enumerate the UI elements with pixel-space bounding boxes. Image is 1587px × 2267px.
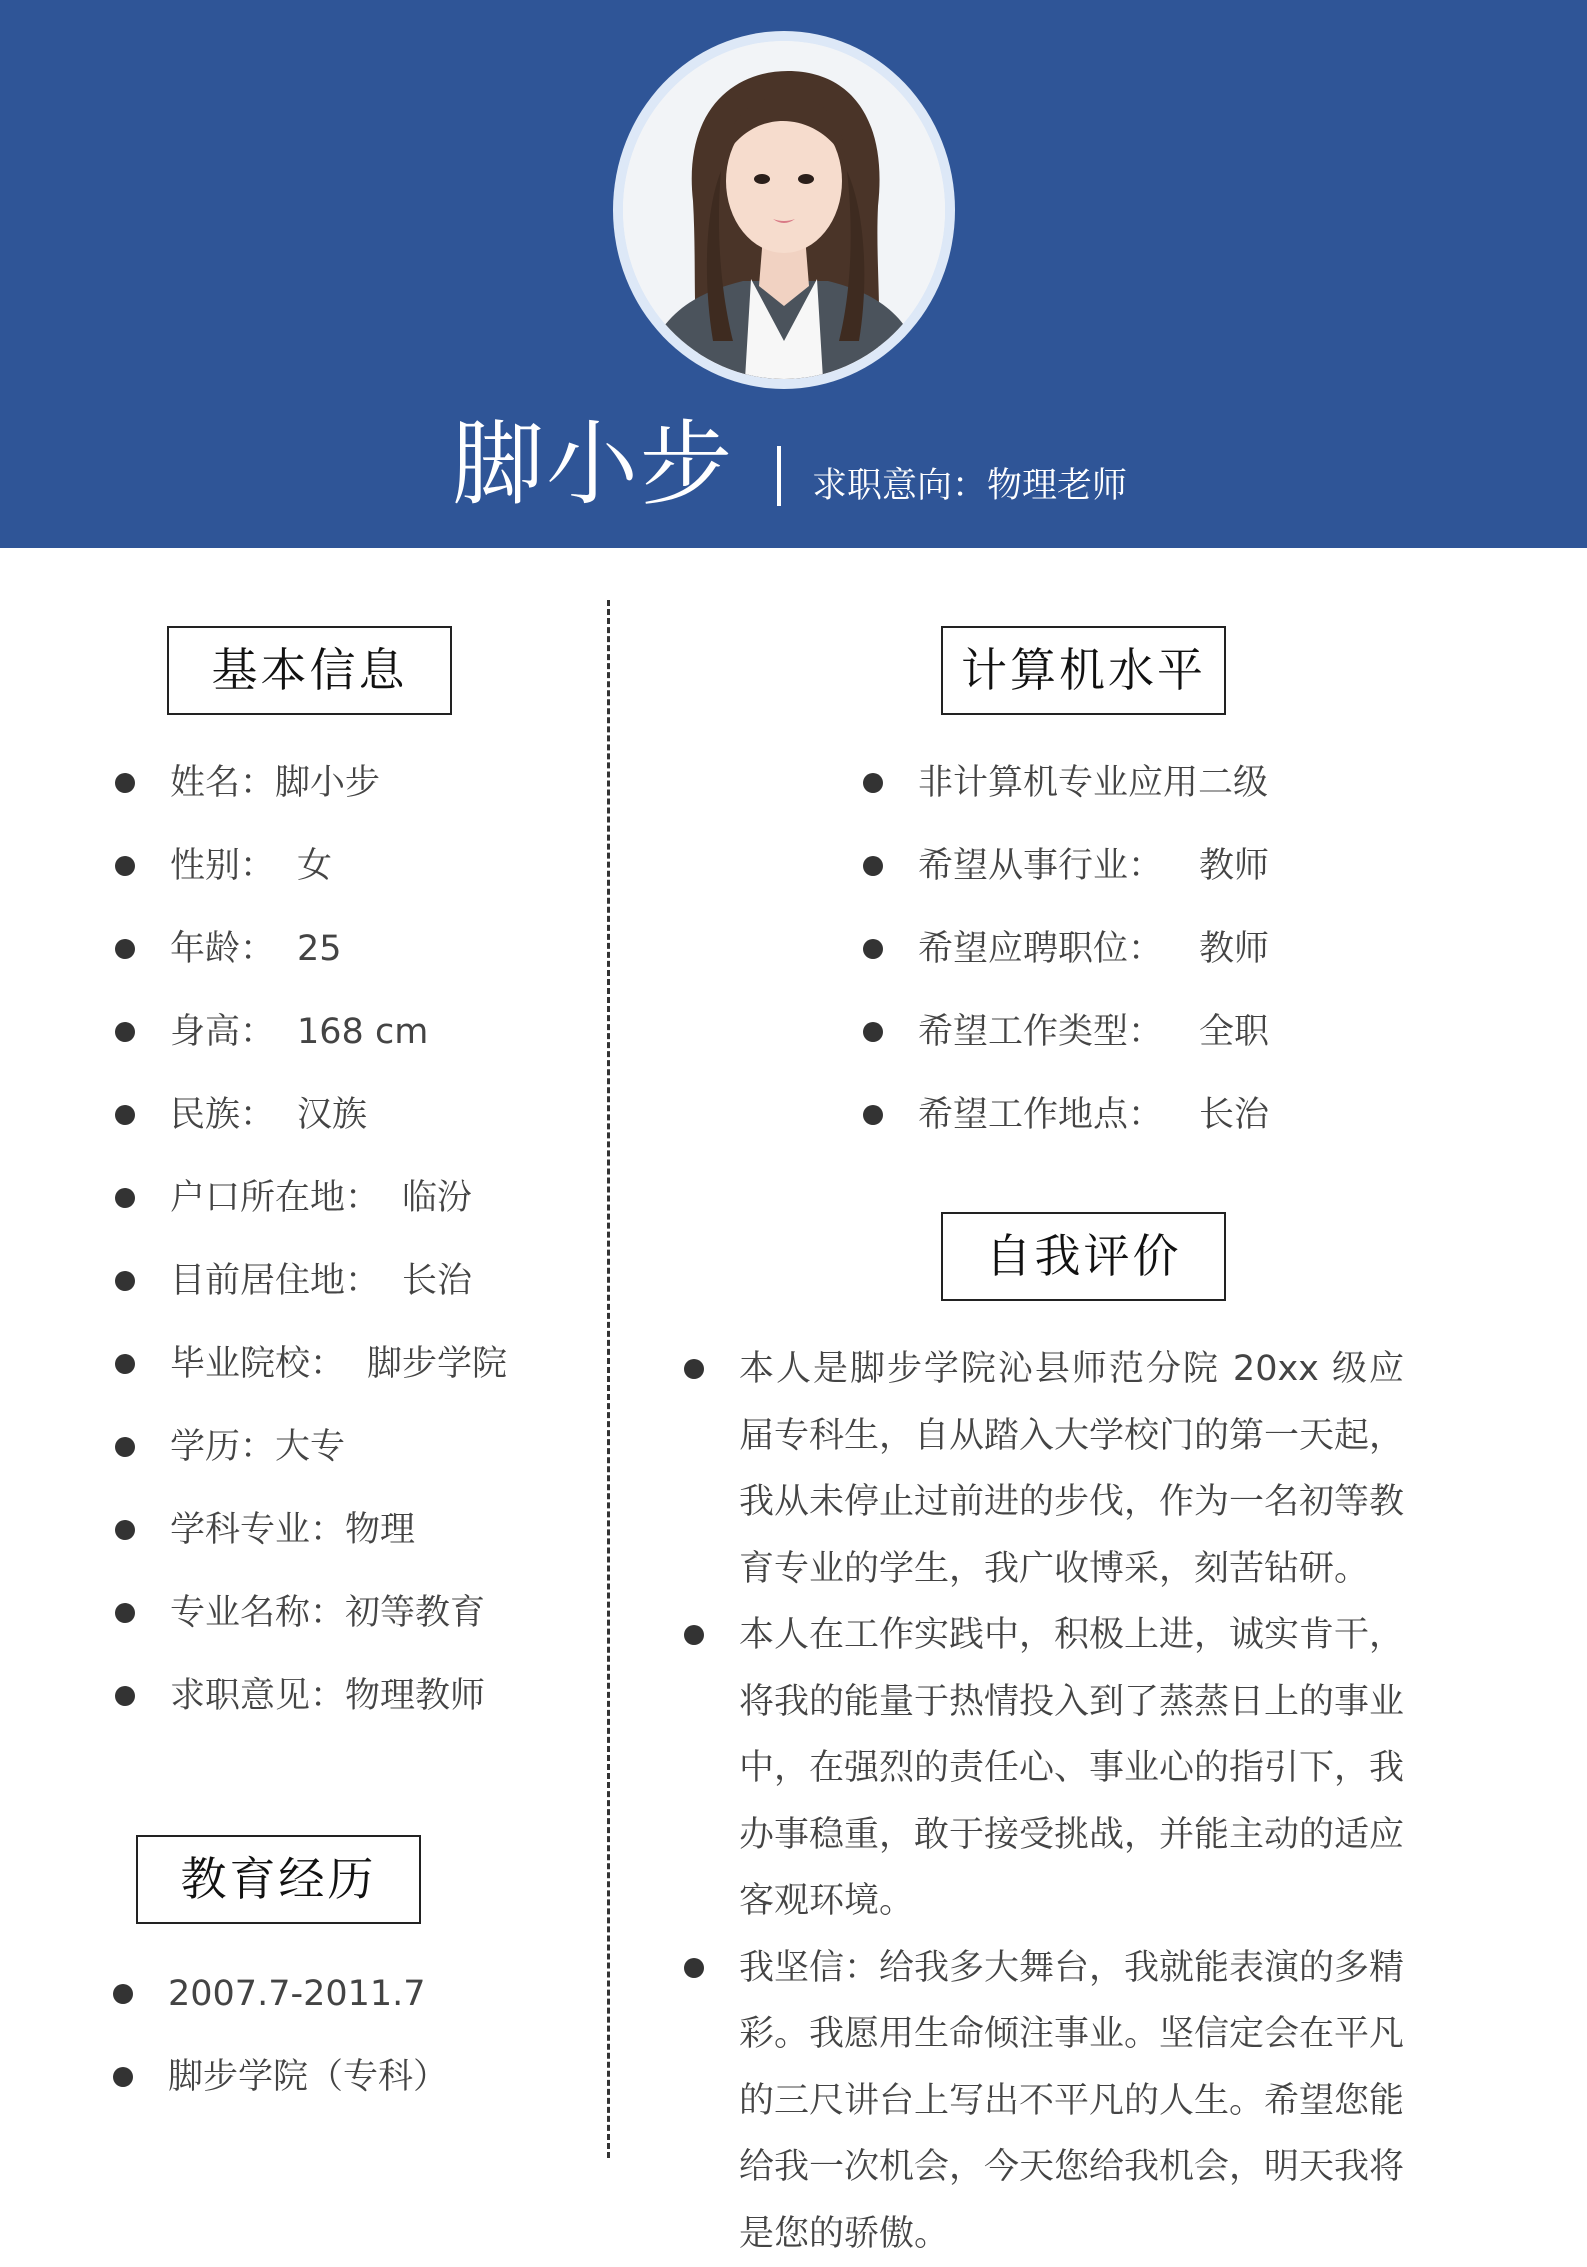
bullet-icon	[863, 939, 883, 959]
computer-title: 计算机水平	[941, 626, 1226, 715]
bullet-icon	[863, 856, 883, 876]
list-item	[115, 1174, 507, 1257]
bullet-icon	[115, 1603, 135, 1623]
info-label: 专业名称：	[170, 1593, 345, 1633]
eval-paragraph: 本人在工作实践中，积极上进，诚实肯干，将我的能量于热情投入到了蒸蒸日上的事业中，在强烈的责任心、事业心的指引下，我办事稳重，敢于接受挑战，并能主动的适应客观环境。	[739, 1615, 1404, 1921]
info-label: 年龄：	[170, 929, 275, 969]
bullet-icon	[863, 1105, 883, 1125]
bullet-icon	[684, 1958, 704, 1978]
self-eval-list	[684, 1336, 1404, 2267]
bullet-icon	[684, 1359, 704, 1379]
info-value: 女	[297, 846, 332, 886]
info-label: 希望应聘职位：	[918, 929, 1163, 969]
info-label: 毕业院校：	[170, 1344, 345, 1384]
column-divider	[607, 600, 610, 2158]
list-item	[684, 1602, 1404, 1935]
list-item	[684, 1935, 1404, 2267]
list-item	[115, 842, 507, 925]
list-item	[863, 1008, 1269, 1091]
info-value: 初等教育	[345, 1593, 485, 1633]
info-value: 脚小步	[275, 763, 380, 803]
info-label: 希望工作地点：	[918, 1095, 1163, 1135]
info-label: 民族：	[170, 1095, 275, 1135]
bullet-icon	[113, 1984, 133, 2004]
info-value: 临汾	[402, 1178, 472, 1218]
info-value: 长治	[402, 1261, 472, 1301]
self-eval-title: 自我评价	[941, 1212, 1226, 1301]
info-label: 身高：	[170, 1012, 275, 1052]
info-label: 希望从事行业：	[918, 846, 1163, 886]
basic-info-list	[115, 759, 507, 1755]
eval-paragraph: 我坚信：给我多大舞台，我就能表演的多精彩。我愿用生命倾注事业。坚信定会在平凡的三尺讲台上写出不平凡的人生。希望您能给我一次机会，今天您给我机会，明天我将是您的骄傲。	[739, 1948, 1404, 2254]
list-item	[115, 1257, 507, 1340]
info-value: 大专	[275, 1427, 345, 1467]
education-list	[113, 1970, 448, 2136]
avatar-frame	[613, 31, 955, 389]
info-label: 非计算机专业应用二级	[918, 763, 1268, 803]
bullet-icon	[115, 773, 135, 793]
bullet-icon	[115, 939, 135, 959]
bullet-icon	[684, 1625, 704, 1645]
list-item	[113, 2053, 448, 2136]
info-label: 希望工作类型：	[918, 1012, 1163, 1052]
basic-info-title: 基本信息	[167, 626, 452, 715]
eval-paragraph: 本人是脚步学院沁县师范分院 20xx 级应届专科生，自从踏入大学校门的第一天起，我从未停止过前进的步伐，作为一名初等教育专业的学生，我广收博采，刻苦钻研。	[739, 1349, 1404, 1589]
bullet-icon	[115, 1686, 135, 1706]
education-school: 脚步学院（专科）	[168, 2057, 448, 2097]
info-label: 求职意见：	[170, 1676, 345, 1716]
list-item	[863, 925, 1269, 1008]
list-item	[115, 1506, 507, 1589]
info-label: 学科专业：	[170, 1510, 345, 1550]
list-item	[115, 1008, 507, 1091]
info-value: 物理	[345, 1510, 415, 1550]
info-label: 户口所在地：	[170, 1178, 380, 1218]
list-item	[863, 842, 1269, 925]
list-item	[115, 1340, 507, 1423]
job-intent: 求职意向：物理老师	[812, 462, 1127, 510]
info-value: 教师	[1199, 929, 1269, 969]
bullet-icon	[863, 773, 883, 793]
info-value: 脚步学院	[367, 1344, 507, 1384]
avatar	[623, 41, 945, 379]
info-value: 168 cm	[297, 1012, 428, 1052]
bullet-icon	[115, 1271, 135, 1291]
bullet-icon	[115, 1354, 135, 1374]
list-item	[115, 759, 507, 842]
name-divider	[777, 446, 781, 506]
education-period: 2007.7-2011.7	[168, 1974, 426, 2014]
bullet-icon	[115, 1520, 135, 1540]
bullet-icon	[115, 1022, 135, 1042]
list-item	[113, 1970, 448, 2053]
info-label: 学历：	[170, 1427, 275, 1467]
bullet-icon	[115, 1437, 135, 1457]
info-value: 长治	[1199, 1095, 1269, 1135]
info-label: 姓名：	[170, 763, 275, 803]
portrait-image	[623, 41, 945, 379]
bullet-icon	[863, 1022, 883, 1042]
info-value: 物理教师	[345, 1676, 485, 1716]
list-item	[115, 1423, 507, 1506]
list-item	[115, 925, 507, 1008]
list-item	[863, 759, 1269, 842]
list-item	[115, 1589, 507, 1672]
info-label: 目前居住地：	[170, 1261, 380, 1301]
header-banner	[0, 0, 1587, 548]
info-value: 全职	[1199, 1012, 1269, 1052]
bullet-icon	[113, 2067, 133, 2087]
info-label: 性别：	[170, 846, 275, 886]
bullet-icon	[115, 856, 135, 876]
education-title: 教育经历	[136, 1835, 421, 1924]
candidate-name: 脚小步	[452, 405, 752, 525]
computer-list	[863, 759, 1269, 1174]
list-item	[115, 1672, 507, 1755]
info-value: 25	[297, 929, 342, 969]
info-value: 汉族	[297, 1095, 367, 1135]
bullet-icon	[115, 1105, 135, 1125]
list-item	[684, 1336, 1404, 1602]
bullet-icon	[115, 1188, 135, 1208]
info-value: 教师	[1199, 846, 1269, 886]
list-item	[115, 1091, 507, 1174]
list-item	[863, 1091, 1269, 1174]
